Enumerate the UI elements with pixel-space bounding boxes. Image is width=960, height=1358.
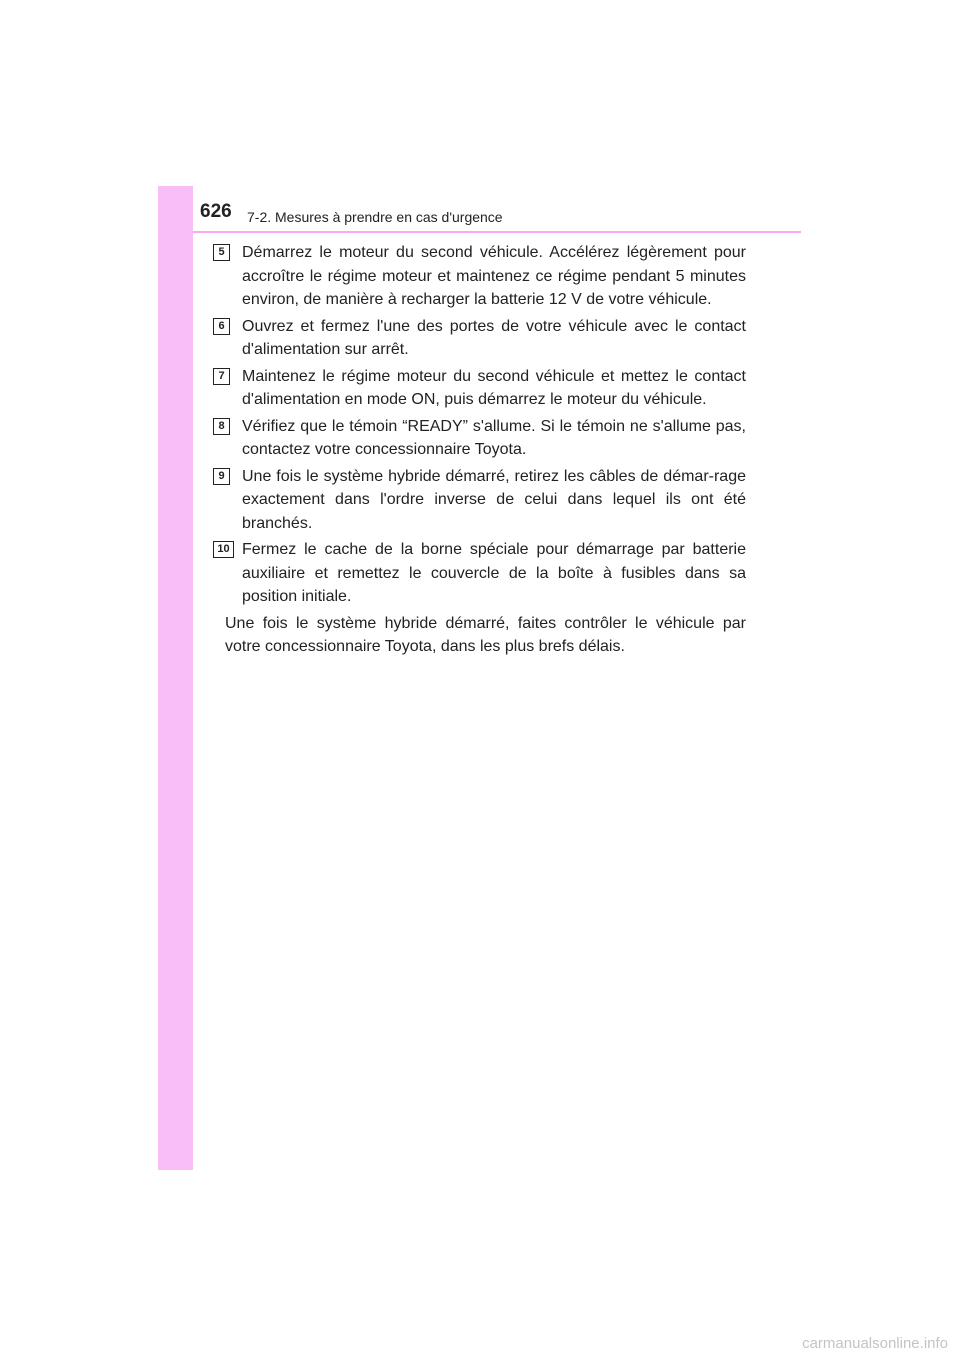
step-number-badge: 10 <box>213 541 234 558</box>
step-number-badge: 6 <box>213 318 230 335</box>
step-10 <box>213 538 746 609</box>
step-number-badge: 5 <box>213 244 230 261</box>
page-content <box>213 241 746 659</box>
step-9 <box>213 465 746 536</box>
step-7 <box>213 365 746 412</box>
step-text: Maintenez le régime moteur du second véhicule et mettez le contact d'alimentation en mode ON, puis démarrez le moteur du véhicule. <box>242 367 746 408</box>
closing-note: Une fois le système hybride démarré, faites contrôler le véhicule par votre concessionnaire Toyota, dans les plus brefs délais. <box>225 614 746 655</box>
header-divider <box>193 231 801 233</box>
section-title: 7-2. Mesures à prendre en cas d'urgence <box>247 209 503 225</box>
step-text: Vérifiez que le témoin “READY” s'allume. Si le témoin ne s'allume pas, contactez votre concessionnaire Toyota. <box>242 417 746 458</box>
watermark: carmanualsonline.info <box>802 1335 948 1352</box>
step-text: Ouvrez et fermez l'une des portes de votre véhicule avec le contact d'alimentation sur arrêt. <box>242 317 746 358</box>
page-number: 626 <box>200 201 232 222</box>
step-text: Fermez le cache de la borne spéciale pour démarrage par batterie auxiliaire et remettez le couvercle de la boîte à fusibles dans sa position initiale. <box>242 541 746 605</box>
step-number-badge: 8 <box>213 418 230 435</box>
step-number-badge: 7 <box>213 368 230 385</box>
step-5 <box>213 241 746 312</box>
step-text: Démarrez le moteur du second véhicule. Accélérez légèrement pour accroître le régime moteur et maintenez ce régime pendant 5 minutes environ, de manière à recharger la batterie 12 V de votre véhicule. <box>242 244 746 308</box>
step-8 <box>213 415 746 462</box>
step-text: Une fois le système hybride démarré, retirez les câbles de démar-rage exactement dans l'ordre inverse de celui dans lequel ils ont été branchés. <box>242 467 746 532</box>
side-color-band <box>158 186 193 1170</box>
step-number-badge: 9 <box>213 468 230 485</box>
step-6 <box>213 315 746 362</box>
